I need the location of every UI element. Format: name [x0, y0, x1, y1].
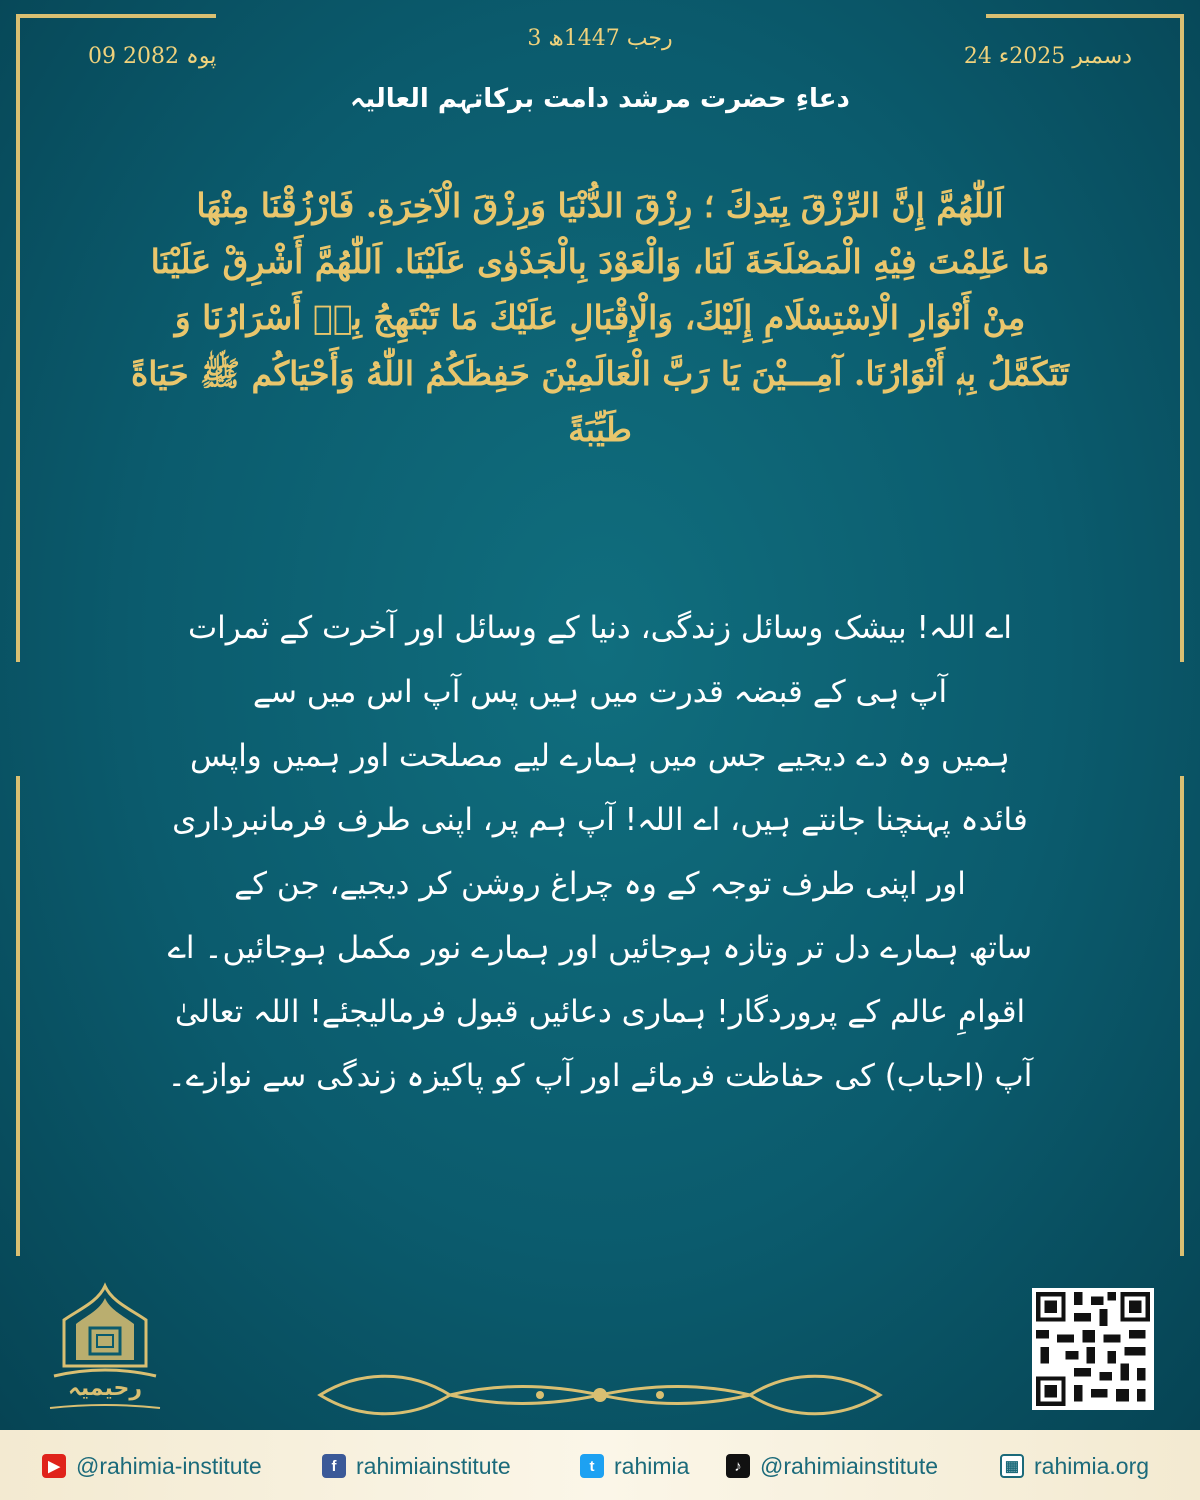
arabic-line: مَا عَلِمْتَ فِيْهِ الْمَصْلَحَةَ لَنَا، وَالْعَوْدَ بِالْجَدْوٰى عَلَيْنَا. اَللّٰهُمَّ أَشْرِقْ عَلَيْنَا	[150, 242, 1050, 281]
ornament-divider	[300, 1370, 900, 1420]
urdu-line: ساتھ ہمارے دل تر وتازہ ہوجائیں اور ہمارے نور مکمل ہوجائیں۔ اے	[167, 930, 1033, 966]
urdu-line: آپ ہی کے قبضہ قدرت میں ہیں پس آپ اس میں سے	[252, 674, 948, 710]
footer-twitter-link[interactable]	[580, 1452, 689, 1480]
twitter-icon: t	[580, 1454, 604, 1478]
page-title: دعاءِ حضرت مرشد دامت برکاتہم العالیہ	[350, 84, 850, 114]
gregorian-date: 24 دسمبر 2025ء	[963, 44, 1132, 69]
arabic-dua	[90, 178, 1110, 458]
arabic-line: اَللّٰهُمَّ إِنَّ الرِّزْقَ بِيَدِكَ ؛ رِزْقَ الدُّنْيَا وَرِزْقَ الْآخِرَةِ. فَارْزُقْنَا مِنْهَا	[196, 186, 1004, 225]
footer-tiktok-label: @rahimiainstitute	[760, 1452, 939, 1479]
youtube-icon: ▶	[42, 1454, 66, 1478]
arabic-line: مِنْ أَنْوَارِ الْاِسْتِسْلَامِ إِلَيْكَ، وَالْإِقْبَالِ عَلَيْكَ مَا تَبْتَهِجُ بِهٖ أَسْرَارُنَا وَ	[174, 298, 1026, 337]
urdu-line: اور اپنی طرف توجہ کے وہ چراغ روشن کر دیجیے، جن کے	[234, 866, 966, 902]
frame-top-left	[16, 14, 216, 18]
bikrami-date: 09 پوہ 2082	[88, 44, 217, 69]
website-icon: ▦	[1000, 1454, 1024, 1478]
qr-code-icon[interactable]	[1032, 1288, 1154, 1410]
tiktok-icon: ♪	[726, 1454, 750, 1478]
arabic-line: طَيِّبَةً	[568, 410, 632, 449]
footer-youtube-label: @rahimia-institute	[76, 1452, 262, 1479]
frame-right-lower	[1180, 776, 1184, 1256]
urdu-line: آپ (احباب) کی حفاظت فرمائے اور آپ کو پاکیزہ زندگی سے نوازے۔	[167, 1058, 1033, 1094]
arabic-line: تَتَكَمَّلُ بِهٖ أَنْوَارُنَا. آمِـــيْنَ يَا رَبَّ الْعَالَمِيْنَ حَفِظَكُمُ اللّٰهُ وَأَحْيَاكُم ﷺ حَيَاةً	[130, 354, 1070, 393]
footer-website-link[interactable]	[1000, 1452, 1149, 1480]
urdu-line: اقوامِ عالم کے پروردگار! ہماری دعائیں قبول فرمالیجئے! اللہ تعالیٰ	[174, 994, 1026, 1030]
frame-top-right	[986, 14, 1184, 18]
rahimia-logo-icon	[40, 1280, 170, 1430]
urdu-line: ہمیں وہ دے دیجیے جس میں ہمارے لیے مصلحت اور ہمیں واپس	[190, 738, 1010, 774]
facebook-icon: f	[322, 1454, 346, 1478]
footer-bar	[0, 1430, 1200, 1500]
logo-text: رحیمیہ	[67, 1376, 143, 1401]
urdu-translation	[130, 596, 1070, 1108]
footer-facebook-link[interactable]	[322, 1452, 511, 1480]
footer-facebook-label: rahimiainstitute	[356, 1452, 511, 1479]
footer-youtube-link[interactable]	[42, 1452, 262, 1480]
footer-website-label: rahimia.org	[1034, 1452, 1150, 1479]
urdu-line: اے اللہ! بیشک وسائل زندگی، دنیا کے وسائل اور آخرت کے ثمرات	[187, 610, 1013, 646]
hijri-date: 3 رجب 1447ھ	[527, 26, 673, 51]
footer-twitter-label: rahimia	[614, 1452, 690, 1479]
urdu-line: فائدہ پہنچنا جانتے ہیں، اے اللہ! آپ ہم پر، اپنی طرف فرمانبرداری	[172, 802, 1028, 838]
footer-tiktok-link[interactable]	[726, 1452, 938, 1480]
frame-left-lower	[16, 776, 20, 1256]
